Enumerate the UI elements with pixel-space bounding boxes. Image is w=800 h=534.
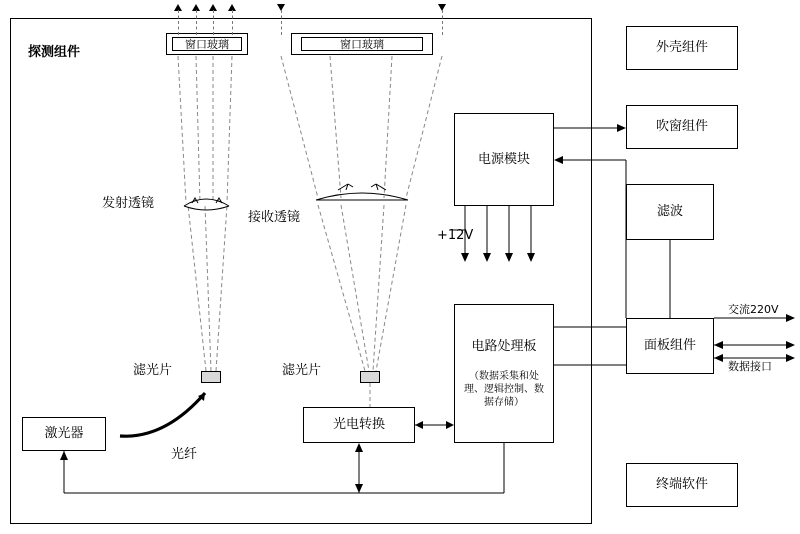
beam-dash-left-3 (213, 10, 214, 35)
window-glass-right (291, 33, 433, 55)
detection-assembly-title: 探测组件 (28, 45, 81, 60)
filter-right-label: 滤光片 (282, 363, 322, 378)
beam-dash-left-4 (232, 10, 233, 35)
data-interface-label: 数据接口 (728, 360, 772, 373)
voltage-label: +12V (437, 228, 474, 243)
beam-dash-right-2 (442, 10, 443, 35)
ac220v-label: 交流220V (728, 303, 779, 316)
beam-dash-right-1 (281, 10, 282, 35)
power-module-box[interactable]: 电源模块 (454, 113, 554, 206)
filter-left-label: 滤光片 (133, 363, 173, 378)
beam-dash-left-1 (178, 10, 179, 35)
window-glass-right-label: 窗口玻璃 (301, 37, 423, 51)
beam-dash-left-2 (196, 10, 197, 35)
circuit-board-subtitle: （数据采集和处理、逻辑控制、数据存储） (464, 370, 544, 408)
blow-window-box[interactable]: 吹窗组件 (626, 105, 738, 149)
emit-lens-label: 发射透镜 (102, 196, 155, 211)
filter-module-box[interactable]: 滤波 (626, 184, 714, 240)
photo-convert-box[interactable]: 光电转换 (303, 407, 415, 443)
terminal-software-box[interactable]: 终端软件 (626, 463, 738, 507)
filter-right-element (360, 371, 380, 383)
laser-box[interactable]: 激光器 (22, 417, 106, 451)
shell-assembly-box[interactable]: 外壳组件 (626, 26, 738, 70)
circuit-board-title: 电路处理板 (471, 339, 537, 355)
window-glass-left-label: 窗口玻璃 (172, 37, 243, 51)
fiber-label: 光纤 (171, 447, 198, 462)
recv-lens-label: 接收透镜 (248, 210, 301, 225)
circuit-board-box[interactable] (454, 304, 554, 443)
window-glass-left (166, 33, 248, 55)
filter-left-element (201, 371, 221, 383)
panel-assembly-box[interactable]: 面板组件 (626, 318, 714, 374)
